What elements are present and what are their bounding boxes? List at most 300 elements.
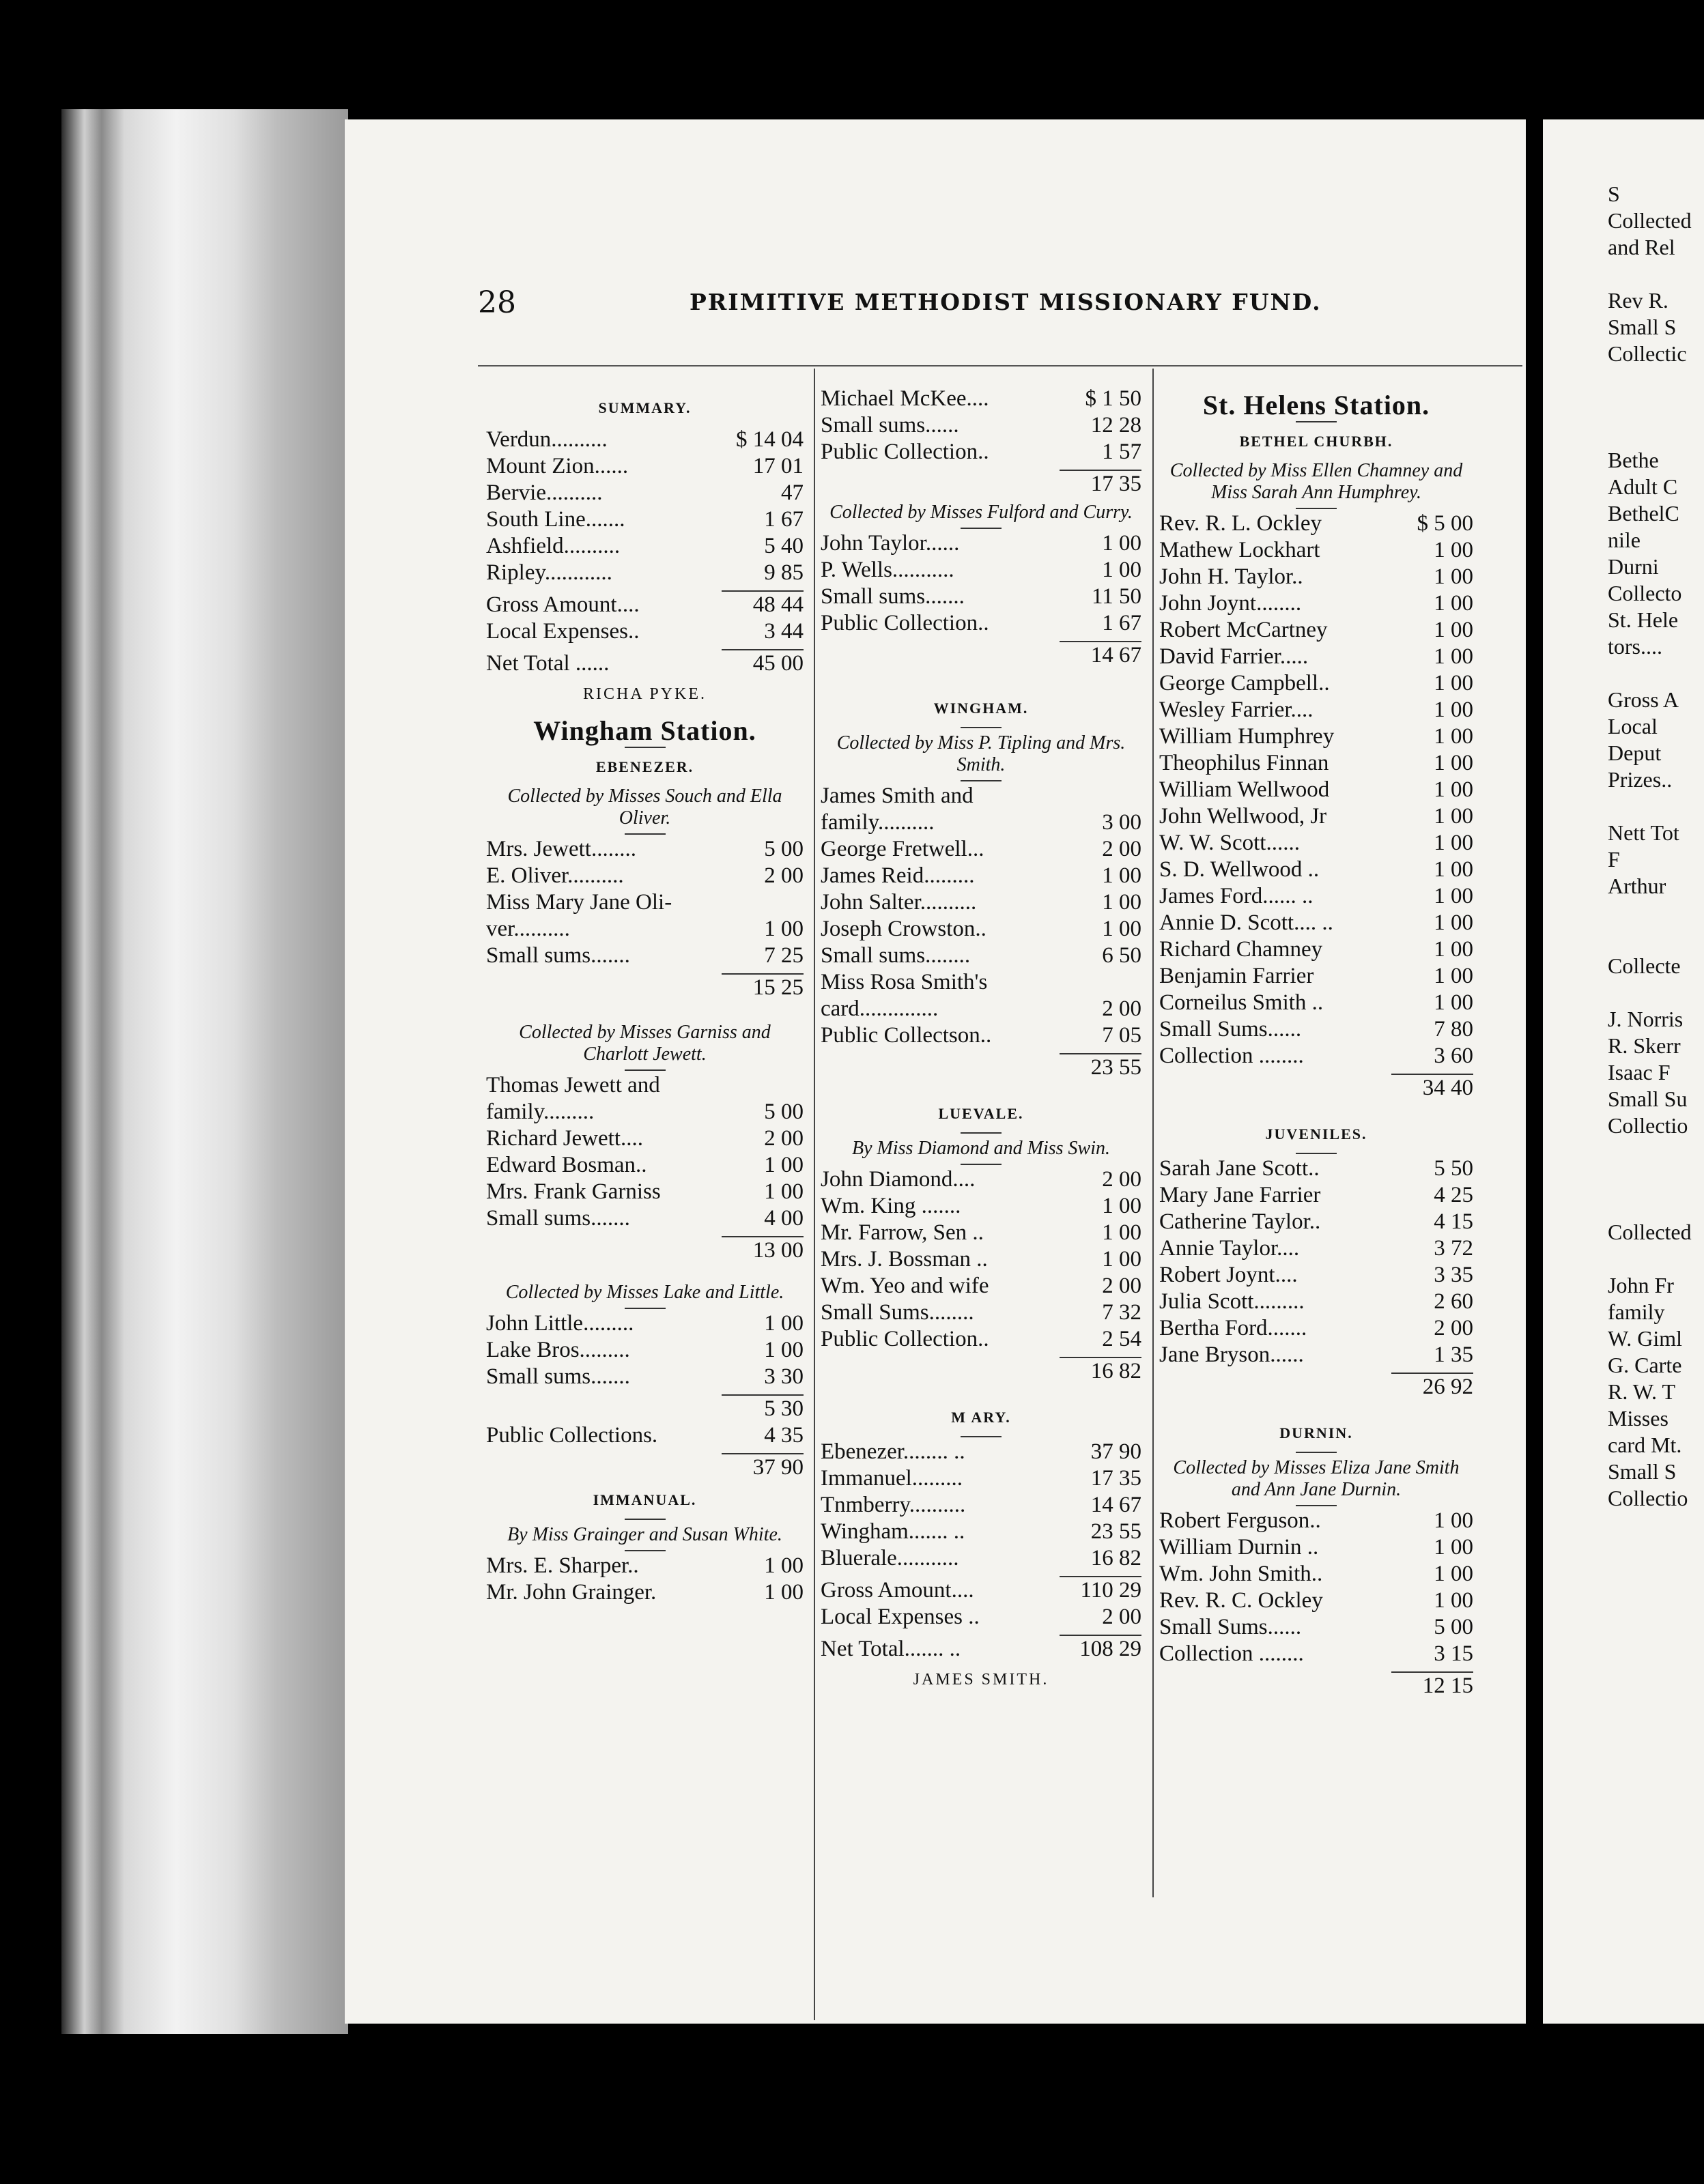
collectors-note: Collected by Miss P. Tipling and Mrs. Smith. [836, 732, 1126, 775]
gross-row [821, 1577, 1141, 1604]
entry-name: family.......... [821, 810, 935, 835]
list-item [821, 1492, 1141, 1519]
local-row [486, 618, 804, 645]
entry-amount: 2 00 [764, 1126, 804, 1151]
right-page-line: Arthur [1608, 874, 1666, 898]
entry-amount: 17 35 [1090, 1466, 1141, 1491]
entry-name: Small sums....... [486, 1206, 630, 1231]
entry-amount: 1 67 [764, 507, 804, 532]
right-page-line: tors.... [1608, 634, 1662, 659]
collectors-note: Collected by Miss Ellen Chamney and Miss Sarah Ann Humphrey. [1169, 460, 1463, 503]
subtotal-row [486, 975, 804, 1001]
net-label: Net Total ...... [486, 651, 610, 676]
entry-amount: 1 00 [1434, 1508, 1473, 1533]
right-page-line: Deput [1608, 741, 1662, 765]
local-label: Local Expenses.. [486, 619, 640, 644]
entry-name: Small sums....... [486, 1364, 630, 1389]
entry-list [486, 427, 804, 586]
entry-amount: 1 00 [1434, 1562, 1473, 1586]
list-item [821, 412, 1141, 439]
divider [1296, 1153, 1337, 1154]
entry-name: Public Collection.. [821, 1327, 989, 1351]
list-item [486, 1179, 804, 1205]
entry-amount: 5 40 [764, 534, 804, 558]
entry-amount: 1 00 [1102, 1247, 1141, 1271]
entry-amount: 1 00 [1434, 777, 1473, 802]
subtotal-row [821, 1358, 1141, 1385]
public-collection-row [486, 1422, 804, 1449]
entry-amount: 1 00 [1434, 698, 1473, 722]
entry-name: David Farrier..... [1159, 644, 1309, 669]
entry-name: Joseph Crowston.. [821, 917, 986, 941]
entry-name: Small sums....... [486, 943, 630, 968]
public-collection-label: Public Collections. [486, 1423, 658, 1448]
right-page-line: W. Giml [1608, 1326, 1683, 1351]
entry-name: Collection ........ [1159, 1044, 1304, 1068]
list-item [821, 1022, 1141, 1049]
right-page-line: S [1608, 182, 1620, 206]
entry-amount: 12 28 [1090, 413, 1141, 437]
list-item [1159, 644, 1473, 670]
divider [1296, 1505, 1337, 1506]
collectors-note: Collected by Misses Fulford and Curry. [829, 502, 1133, 523]
entry-amount [722, 1072, 804, 1099]
divider [961, 1436, 1002, 1437]
list-item [486, 1310, 804, 1337]
list-item [486, 1072, 804, 1099]
list-item [486, 1364, 804, 1390]
entry-name: Annie D. Scott.... .. [1159, 910, 1333, 935]
entry-list [821, 1166, 1141, 1353]
right-page-line: Durni [1608, 554, 1659, 579]
right-page-line [1608, 900, 1704, 926]
list-item [1159, 617, 1473, 644]
list-item [1159, 936, 1473, 963]
entry-name: Small Sums........ [821, 1300, 974, 1325]
subtotal-row [486, 1454, 804, 1481]
list-item [821, 386, 1141, 412]
list-item [821, 1166, 1141, 1193]
subtotal-row [821, 1054, 1141, 1081]
right-page-line: Prizes.. [1608, 767, 1673, 792]
entry-amount [1060, 969, 1141, 996]
right-page-line: Collecte [1608, 953, 1681, 978]
entry-amount: 1 00 [764, 1338, 804, 1362]
entry-amount: 3 15 [1434, 1641, 1473, 1666]
divider [961, 528, 1002, 529]
entry-amount: 37 90 [1090, 1439, 1141, 1464]
entry-amount: 9 85 [764, 560, 804, 585]
entry-amount: 1 00 [1434, 538, 1473, 562]
collectors-note: Collected by Misses Lake and Little. [505, 1282, 784, 1303]
entry-name: E. Oliver.......... [486, 863, 624, 888]
station-heading: Wingham Station. [533, 715, 756, 746]
list-item [821, 996, 1141, 1022]
right-page-line: Small S [1608, 1459, 1677, 1484]
local-label: Local Expenses .. [821, 1605, 980, 1629]
right-page-line: Bethe [1608, 448, 1659, 472]
entry-name: South Line....... [486, 507, 625, 532]
entry-amount: 1 00 [1434, 937, 1473, 962]
church-heading: DURNIN. [1279, 1424, 1353, 1441]
local-amount: 2 00 [1102, 1605, 1141, 1629]
entry-amount: 1 00 [1434, 831, 1473, 855]
right-page-line: Gross A [1608, 687, 1679, 712]
divider [1296, 508, 1337, 509]
entry-name: John Diamond.... [821, 1167, 976, 1192]
entry-name: Public Collection.. [821, 611, 989, 635]
subtotal-row [1159, 1075, 1473, 1102]
list-item [821, 1465, 1141, 1492]
right-page-line [1608, 926, 1704, 953]
gross-row [486, 592, 804, 618]
entry-amount: 7 80 [1434, 1017, 1473, 1041]
entry-name: P. Wells........... [821, 558, 954, 582]
entry-name: James Ford...... .. [1159, 884, 1314, 908]
entry-amount: 2 00 [1434, 1316, 1473, 1340]
list-item [486, 1579, 804, 1606]
entry-amount: 2 60 [1434, 1289, 1473, 1314]
entry-name: Annie Taylor.... [1159, 1236, 1300, 1261]
entry-amount: 1 00 [1102, 863, 1141, 888]
list-item [486, 1553, 804, 1579]
entry-amount: 1 00 [1434, 884, 1473, 908]
net-amount: 108 29 [1079, 1637, 1141, 1661]
entry-amount [722, 889, 804, 916]
right-page-line: family [1608, 1299, 1665, 1324]
list-item [1159, 1508, 1473, 1534]
public-collection-amount: 4 35 [764, 1423, 804, 1448]
entry-amount: 4 00 [764, 1206, 804, 1231]
entry-name: John Taylor...... [821, 531, 960, 556]
entry-name: card.............. [821, 996, 939, 1021]
entry-name: Collection ........ [1159, 1641, 1304, 1666]
entry-name: John Wellwood, Jr [1159, 804, 1327, 829]
list-item [1159, 590, 1473, 617]
signature: JAMES SMITH. [913, 1671, 1049, 1689]
entry-amount: 1 00 [1102, 917, 1141, 941]
entry-list [821, 386, 1141, 465]
entry-amount: 5 00 [764, 837, 804, 861]
collectors-note: Collected by Misses Garniss and Charlott Jewett. [519, 1022, 771, 1065]
right-page-line: Nett Tot [1608, 820, 1679, 845]
right-page-line [1608, 979, 1704, 1006]
entry-amount: 1 00 [1434, 644, 1473, 669]
right-page-line: nile [1608, 528, 1641, 552]
entry-amount: 4 25 [1434, 1183, 1473, 1207]
entry-name: John Salter.......... [821, 890, 977, 915]
net-row [821, 1636, 1141, 1663]
net-label: Net Total....... .. [821, 1637, 961, 1661]
list-item [486, 533, 804, 560]
list-item [821, 783, 1141, 809]
entry-amount [1060, 783, 1141, 809]
list-item [486, 560, 804, 586]
entry-name: Theophilus Finnan [1159, 751, 1329, 775]
entry-list [1159, 1508, 1473, 1667]
entry-amount: 1 00 [764, 1153, 804, 1177]
entry-name: Robert Joynt.... [1159, 1263, 1298, 1287]
entry-amount: 3 00 [1102, 810, 1141, 835]
entry-amount: 5 50 [1434, 1156, 1473, 1181]
list-item [821, 836, 1141, 863]
list-item [1159, 910, 1473, 936]
right-page-line [1608, 1166, 1704, 1192]
entry-name: James Smith and [821, 784, 974, 808]
entry-name: Mrs. E. Sharper.. [486, 1553, 639, 1578]
list-item [1159, 1342, 1473, 1368]
list-item [821, 557, 1141, 584]
entry-name: Miss Rosa Smith's [821, 970, 988, 994]
entry-amount: 3 60 [1434, 1044, 1473, 1068]
entry-amount: 1 00 [1434, 1535, 1473, 1560]
church-heading: WINGHAM. [933, 700, 1029, 717]
entry-amount: 1 00 [1102, 558, 1141, 582]
list-item [1159, 990, 1473, 1016]
right-page-line [1608, 660, 1704, 687]
entry-amount: 1 00 [764, 1311, 804, 1336]
column-2 [821, 386, 1141, 1697]
subtotal: 16 82 [1090, 1359, 1141, 1383]
entry-amount: 1 00 [764, 1580, 804, 1605]
list-item [821, 916, 1141, 943]
list-item [821, 610, 1141, 637]
entry-name: Julia Scott......... [1159, 1289, 1305, 1314]
entry-name: William Durnin .. [1159, 1535, 1319, 1560]
local-row [821, 1604, 1141, 1630]
entry-amount: 2 00 [1102, 1167, 1141, 1192]
entry-amount: 1 00 [764, 917, 804, 941]
net-amount: 45 00 [752, 651, 804, 676]
right-page-line: R. W. T [1608, 1379, 1675, 1404]
list-item [1159, 511, 1473, 537]
entry-name: Wm. John Smith.. [1159, 1562, 1323, 1586]
list-item [486, 480, 804, 506]
subtotal: 26 92 [1422, 1375, 1473, 1399]
entry-amount: 4 15 [1434, 1209, 1473, 1234]
entry-amount: $ 5 00 [1417, 511, 1473, 536]
list-item [1159, 963, 1473, 990]
entry-name: Mrs. Jewett........ [486, 837, 636, 861]
divider [625, 1550, 666, 1551]
entry-name: Mrs. J. Bossman .. [821, 1247, 988, 1271]
subtotal: 5 30 [764, 1396, 804, 1421]
entry-amount: 1 00 [1102, 890, 1141, 915]
entry-list [1159, 511, 1473, 1069]
right-page-line [1608, 367, 1704, 394]
entry-amount: 1 00 [1434, 1588, 1473, 1613]
divider [625, 747, 666, 748]
entry-name: Mr. Farrow, Sen .. [821, 1220, 984, 1245]
entry-list [486, 1310, 804, 1390]
divider [961, 1132, 1002, 1134]
right-page-line: Collected [1608, 208, 1692, 233]
entry-amount: 1 00 [1102, 1194, 1141, 1218]
entry-name: Public Collection.. [821, 440, 989, 464]
list-item [486, 863, 804, 889]
entry-name: Small sums....... [821, 584, 965, 609]
entry-amount: 1 00 [1434, 910, 1473, 935]
list-item [821, 1326, 1141, 1353]
page-number: 28 [478, 285, 516, 320]
right-page [1543, 119, 1704, 2024]
entry-amount: 5 00 [1434, 1615, 1473, 1639]
subtotal: 34 40 [1422, 1076, 1473, 1100]
list-item [1159, 803, 1473, 830]
entry-name: Corneilus Smith .. [1159, 990, 1324, 1015]
entry-name: Richard Jewett.... [486, 1126, 644, 1151]
list-item [486, 836, 804, 863]
entry-amount: 1 00 [1434, 618, 1473, 642]
subtotal-row [821, 642, 1141, 669]
divider [1296, 1452, 1337, 1453]
entry-amount: 1 35 [1434, 1342, 1473, 1367]
right-page-line: Small S [1608, 315, 1677, 339]
entry-name: John Little......... [486, 1311, 634, 1336]
entry-amount: 1 00 [1434, 564, 1473, 589]
right-page-line: St. Hele [1608, 607, 1679, 632]
list-item [1159, 1262, 1473, 1289]
right-page-line: BethelC [1608, 501, 1679, 526]
entry-name: Wingham....... .. [821, 1519, 965, 1544]
entry-amount: 3 30 [764, 1364, 804, 1389]
list-item [1159, 883, 1473, 910]
list-item [1159, 1315, 1473, 1342]
entry-name: Verdun.......... [486, 427, 608, 452]
entry-list [486, 836, 804, 969]
subtotal-row [486, 1237, 804, 1264]
entry-amount: $ 14 04 [736, 427, 804, 452]
entry-name: Thomas Jewett and [486, 1073, 660, 1097]
list-item [1159, 1209, 1473, 1235]
entry-name: S. D. Wellwood .. [1159, 857, 1320, 882]
list-item [821, 863, 1141, 889]
entry-name: Miss Mary Jane Oli- [486, 890, 672, 915]
right-page-line [1608, 1192, 1704, 1219]
list-item [1159, 750, 1473, 777]
entry-name: Immanuel......... [821, 1466, 963, 1491]
list-item [821, 1519, 1141, 1545]
entry-name: Wm. Yeo and wife [821, 1274, 989, 1298]
entry-name: Bervie.......... [486, 480, 603, 505]
entry-name: Robert Ferguson.. [1159, 1508, 1321, 1533]
subtotal-row [1159, 1673, 1473, 1699]
list-item [486, 1205, 804, 1232]
church-heading: BETHEL CHURBH. [1239, 433, 1393, 450]
page-title: PRIMITIVE METHODIST MISSIONARY FUND. [690, 289, 1322, 315]
list-item [1159, 723, 1473, 750]
entry-name: Benjamin Farrier [1159, 964, 1314, 988]
list-item [1159, 1561, 1473, 1587]
entry-name: Mount Zion...... [486, 454, 629, 478]
entry-name: Mrs. Frank Garniss [486, 1179, 661, 1204]
entry-list [1159, 1155, 1473, 1368]
list-item [821, 889, 1141, 916]
list-item [486, 889, 804, 916]
entry-name: Small Sums...... [1159, 1017, 1302, 1041]
list-item [1159, 1641, 1473, 1667]
column-divider-2 [1152, 369, 1154, 1897]
entry-amount: 1 57 [1102, 440, 1141, 464]
right-page-line [1608, 394, 1704, 420]
entry-name: Sarah Jane Scott.. [1159, 1156, 1320, 1181]
right-page-line [1608, 1246, 1704, 1272]
list-item [821, 530, 1141, 557]
collectors-note: Collected by Misses Eliza Jane Smith and Ann Jane Durnin. [1173, 1457, 1460, 1500]
list-item [1159, 1587, 1473, 1614]
entry-amount: 1 00 [1434, 857, 1473, 882]
list-item [1159, 1289, 1473, 1315]
entry-name: Bertha Ford....... [1159, 1316, 1307, 1340]
entry-name: Wesley Farrier.... [1159, 698, 1314, 722]
entry-name: Catherine Taylor.. [1159, 1209, 1321, 1234]
right-page-line: Collectic [1608, 341, 1687, 366]
right-page-line: Collecto [1608, 581, 1682, 605]
right-page-line [1608, 420, 1704, 447]
divider [961, 780, 1002, 781]
entry-name: Tnmberry.......... [821, 1493, 966, 1517]
list-item [486, 1099, 804, 1125]
entry-amount: 11 50 [1091, 584, 1141, 609]
right-page-line: Small Su [1608, 1087, 1688, 1111]
list-item [1159, 537, 1473, 564]
entry-amount: 5 00 [764, 1100, 804, 1124]
entry-amount: 2 54 [1102, 1327, 1141, 1351]
list-item [821, 1193, 1141, 1220]
list-item [821, 1299, 1141, 1326]
entry-amount: 1 00 [1434, 804, 1473, 829]
entry-list [486, 1553, 804, 1606]
list-item [821, 1439, 1141, 1465]
entry-amount: $ 1 50 [1085, 386, 1141, 411]
church-heading: IMMANUAL. [593, 1491, 697, 1508]
list-item [1159, 1182, 1473, 1209]
entry-name: Michael McKee.... [821, 386, 989, 411]
list-item [486, 453, 804, 480]
entry-amount: 2 00 [1102, 837, 1141, 861]
right-page-line [1608, 1139, 1704, 1166]
entry-amount: 47 [781, 480, 804, 505]
entry-name: Public Collectson.. [821, 1023, 992, 1048]
entry-amount: 1 00 [1434, 671, 1473, 695]
entry-list [821, 1439, 1141, 1572]
divider [961, 727, 1002, 728]
entry-name: Lake Bros......... [486, 1338, 630, 1362]
entry-name: Ebenezer........ .. [821, 1439, 965, 1464]
right-page-line: R. Skerr [1608, 1033, 1681, 1058]
subtotal: 12 15 [1422, 1673, 1473, 1698]
list-item [821, 1246, 1141, 1273]
entry-amount: 7 32 [1102, 1300, 1141, 1325]
entry-name: W. W. Scott...... [1159, 831, 1300, 855]
church-heading: M ARY. [951, 1409, 1011, 1426]
local-amount: 3 44 [764, 619, 804, 644]
church-heading: JUVENILES. [1265, 1125, 1367, 1143]
entry-name: George Fretwell... [821, 837, 984, 861]
entry-list [821, 783, 1141, 1049]
collectors-note: By Miss Grainger and Susan White. [507, 1524, 782, 1545]
right-page-line: J. Norris [1608, 1007, 1684, 1031]
entry-name: Mathew Lockhart [1159, 538, 1320, 562]
list-item [1159, 1235, 1473, 1262]
list-item [821, 439, 1141, 465]
entry-name: ver.......... [486, 917, 570, 941]
right-page-line: John Fr [1608, 1273, 1674, 1297]
entry-amount: 1 00 [1434, 751, 1473, 775]
divider [625, 833, 666, 835]
collectors-note: By Miss Diamond and Miss Swin. [852, 1138, 1110, 1159]
entry-amount: 14 67 [1090, 1493, 1141, 1517]
